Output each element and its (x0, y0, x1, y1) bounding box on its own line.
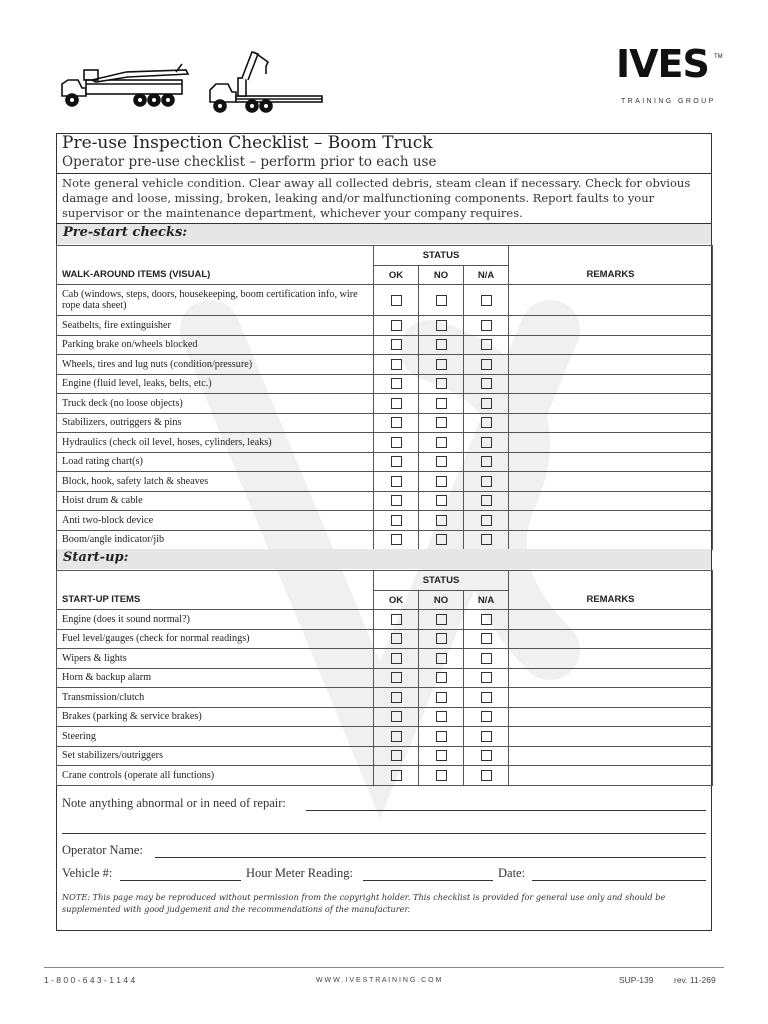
checklist-item-label: Block, hook, safety latch & sheaves (57, 472, 374, 492)
na-checkbox-cell (464, 688, 509, 708)
operator-name-input-line[interactable] (155, 857, 706, 858)
checklist-item-label: Horn & backup alarm (57, 668, 374, 688)
no-checkbox[interactable] (436, 456, 447, 467)
form-instructions: Note general vehicle condition. Clear away all collected debris, steam clean if necessary. Check for obvious damage and loose, missing, broken, leaking and/or malfunctioning components. Report faults to your supervisor or the maintenance department, whichever your company requires. (62, 176, 691, 220)
ok-checkbox-cell (374, 433, 419, 453)
na-checkbox-cell (464, 649, 509, 669)
no-checkbox-cell (419, 491, 464, 511)
checklist-item-label: Crane controls (operate all functions) (57, 766, 374, 786)
na-checkbox-cell (464, 374, 509, 394)
no-checkbox[interactable] (436, 711, 447, 722)
na-checkbox-cell (464, 668, 509, 688)
remarks-cell[interactable] (509, 316, 713, 336)
ok-checkbox[interactable] (391, 437, 402, 448)
na-checkbox-cell (464, 629, 509, 649)
na-header: N/A (464, 266, 509, 285)
checklist-row (57, 610, 713, 630)
no-checkbox-cell (419, 649, 464, 669)
na-checkbox[interactable] (481, 476, 492, 487)
checklist-row (57, 707, 713, 727)
remarks-cell[interactable] (509, 452, 713, 472)
ok-checkbox-cell (374, 707, 419, 727)
checklist-item-label: Engine (does it sound normal?) (57, 610, 374, 630)
remarks-cell[interactable] (509, 355, 713, 375)
no-checkbox-cell (419, 413, 464, 433)
checklist-item-label: Hoist drum & cable (57, 491, 374, 511)
na-checkbox[interactable] (481, 398, 492, 409)
na-checkbox[interactable] (481, 359, 492, 370)
remarks-cell[interactable] (509, 413, 713, 433)
checklist-row (57, 727, 713, 747)
no-checkbox[interactable] (436, 437, 447, 448)
ok-checkbox-cell (374, 374, 419, 394)
copyright-note: NOTE: This page may be reproduced without permission from the copyright holder. This checklist is provided for general use only and should be supplemented with good judgement and the recommendations of the manufacturer. (62, 892, 666, 914)
no-checkbox[interactable] (436, 750, 447, 761)
remarks-cell[interactable] (509, 433, 713, 453)
prestart-section-header (57, 224, 711, 244)
checklist-row (57, 649, 713, 669)
checklist-item-label: Seatbelts, fire extinguisher (57, 316, 374, 336)
ok-checkbox-cell (374, 316, 419, 336)
na-checkbox-cell (464, 433, 509, 453)
ok-checkbox-cell (374, 355, 419, 375)
remarks-cell[interactable] (509, 727, 713, 747)
na-checkbox[interactable] (481, 417, 492, 428)
header-spacer (57, 571, 374, 591)
no-checkbox[interactable] (436, 515, 447, 526)
checklist-item-label: Anti two-block device (57, 511, 374, 531)
operator-name-label: Operator Name: (62, 843, 143, 857)
na-checkbox-cell (464, 413, 509, 433)
ok-checkbox-cell (374, 610, 419, 630)
no-checkbox-cell (419, 433, 464, 453)
status-header: STATUS (374, 246, 509, 266)
ok-checkbox[interactable] (391, 633, 402, 644)
no-checkbox-cell (419, 727, 464, 747)
na-checkbox-cell (464, 511, 509, 531)
na-checkbox-cell (464, 727, 509, 747)
ok-checkbox-cell (374, 766, 419, 786)
remarks-cell[interactable] (509, 335, 713, 355)
ok-checkbox-cell (374, 491, 419, 511)
ok-checkbox[interactable] (391, 614, 402, 625)
na-checkbox-cell (464, 316, 509, 336)
remarks-cell[interactable] (509, 649, 713, 669)
ok-header: OK (374, 266, 419, 285)
prestart-heading: Pre-start checks: (63, 225, 188, 240)
no-checkbox[interactable] (436, 633, 447, 644)
na-checkbox[interactable] (481, 515, 492, 526)
ok-checkbox[interactable] (391, 515, 402, 526)
checklist-item-label: Brakes (parking & service brakes) (57, 707, 374, 727)
checklist-item-label: Set stabilizers/outriggers (57, 746, 374, 766)
ok-checkbox[interactable] (391, 770, 402, 781)
checklist-item-label: Hydraulics (check oil level, hoses, cylinders, leaks) (57, 433, 374, 453)
ok-checkbox[interactable] (391, 417, 402, 428)
status-header: STATUS (374, 571, 509, 591)
checklist-item-label: Stabilizers, outriggers & pins (57, 413, 374, 433)
ok-header: OK (374, 591, 419, 610)
na-checkbox[interactable] (481, 692, 492, 703)
checklist-item-label: Wipers & lights (57, 649, 374, 669)
vehicle-number-input-line[interactable] (120, 880, 241, 881)
na-checkbox-cell (464, 707, 509, 727)
remarks-header: REMARKS (509, 591, 713, 610)
checklist-item-label: Steering (57, 727, 374, 747)
checklist-row (57, 472, 713, 492)
na-checkbox-cell (464, 452, 509, 472)
startup-items-header: START-UP ITEMS (57, 591, 374, 610)
na-checkbox-cell (464, 335, 509, 355)
footer-form-code: SUP-139 (619, 975, 654, 985)
remarks-cell[interactable] (509, 472, 713, 492)
ok-checkbox-cell (374, 472, 419, 492)
na-checkbox-cell (464, 355, 509, 375)
na-checkbox-cell (464, 530, 509, 550)
logo-trademark: TM (714, 54, 723, 60)
no-checkbox-cell (419, 511, 464, 531)
na-checkbox[interactable] (481, 731, 492, 742)
boom-truck-illustrations (56, 44, 328, 116)
na-checkbox[interactable] (481, 437, 492, 448)
no-checkbox-cell (419, 374, 464, 394)
ok-checkbox[interactable] (391, 534, 402, 545)
remarks-cell[interactable] (509, 668, 713, 688)
abnormal-input-line-2[interactable] (62, 833, 706, 834)
remarks-cell[interactable] (509, 491, 713, 511)
no-checkbox[interactable] (436, 359, 447, 370)
checklist-item-label: Parking brake on/wheels blocked (57, 335, 374, 355)
no-checkbox-cell (419, 394, 464, 414)
header-spacer (509, 571, 713, 591)
ok-checkbox[interactable] (391, 378, 402, 389)
no-checkbox-cell (419, 746, 464, 766)
form-title: Pre-use Inspection Checklist – Boom Truck (62, 133, 433, 153)
remarks-cell[interactable] (509, 688, 713, 708)
no-checkbox-cell (419, 766, 464, 786)
checklist-item-label: Truck deck (no loose objects) (57, 394, 374, 414)
ok-checkbox[interactable] (391, 711, 402, 722)
ok-checkbox[interactable] (391, 672, 402, 683)
na-header: N/A (464, 591, 509, 610)
no-checkbox[interactable] (436, 770, 447, 781)
ok-checkbox[interactable] (391, 692, 402, 703)
no-checkbox[interactable] (436, 731, 447, 742)
remarks-cell[interactable] (509, 374, 713, 394)
checklist-row (57, 491, 713, 511)
na-checkbox[interactable] (481, 320, 492, 331)
na-checkbox-cell (464, 285, 509, 316)
ok-checkbox-cell (374, 629, 419, 649)
no-checkbox[interactable] (436, 398, 447, 409)
date-input-line[interactable] (532, 880, 706, 881)
checklist-item-label: Cab (windows, steps, doors, housekeeping, boom certification info, wire rope data sheet) (57, 285, 374, 316)
footer-revision: rev. 11-269 (674, 975, 716, 985)
ok-checkbox-cell (374, 688, 419, 708)
no-checkbox[interactable] (436, 495, 447, 506)
footer-website: W W W . I V E S T R A I N I N G . C O M (316, 977, 442, 984)
na-checkbox-cell (464, 472, 509, 492)
ok-checkbox-cell (374, 335, 419, 355)
ok-checkbox-cell (374, 530, 419, 550)
na-checkbox[interactable] (481, 750, 492, 761)
na-checkbox[interactable] (481, 495, 492, 506)
ok-checkbox[interactable] (391, 456, 402, 467)
checklist-item-label: Boom/angle indicator/jib (57, 530, 374, 550)
no-checkbox-cell (419, 285, 464, 316)
checklist-row (57, 335, 713, 355)
no-checkbox-cell (419, 355, 464, 375)
ok-checkbox-cell (374, 668, 419, 688)
no-header: NO (419, 591, 464, 610)
ok-checkbox-cell (374, 511, 419, 531)
ok-checkbox[interactable] (391, 653, 402, 664)
ives-logo (616, 44, 726, 112)
checklist-row (57, 511, 713, 531)
ok-checkbox[interactable] (391, 476, 402, 487)
no-checkbox[interactable] (436, 653, 447, 664)
startup-section-header (57, 549, 711, 569)
no-checkbox-cell (419, 335, 464, 355)
abnormal-label: Note anything abnormal or in need of repair: (62, 796, 286, 810)
no-checkbox[interactable] (436, 672, 447, 683)
ok-checkbox[interactable] (391, 320, 402, 331)
no-checkbox[interactable] (436, 692, 447, 703)
checklist-row (57, 355, 713, 375)
no-checkbox-cell (419, 610, 464, 630)
na-checkbox-cell (464, 491, 509, 511)
ok-checkbox-cell (374, 413, 419, 433)
walk-around-header: WALK-AROUND ITEMS (VISUAL) (57, 266, 374, 285)
ok-checkbox[interactable] (391, 359, 402, 370)
knuckle-boom-truck-icon (210, 52, 322, 112)
na-checkbox[interactable] (481, 534, 492, 545)
no-checkbox-cell (419, 316, 464, 336)
ok-checkbox[interactable] (391, 731, 402, 742)
ok-checkbox-cell (374, 394, 419, 414)
na-checkbox-cell (464, 746, 509, 766)
ok-checkbox[interactable] (391, 295, 402, 306)
remarks-cell[interactable] (509, 610, 713, 630)
no-checkbox[interactable] (436, 534, 447, 545)
checklist-row (57, 688, 713, 708)
startup-checklist-table (56, 570, 713, 786)
logo-wordmark: IVES (616, 42, 709, 86)
na-checkbox[interactable] (481, 378, 492, 389)
remarks-cell[interactable] (509, 766, 713, 786)
footer-divider (44, 967, 724, 968)
remarks-header: REMARKS (509, 266, 713, 285)
no-checkbox-cell (419, 688, 464, 708)
checklist-item-label: Fuel level/gauges (check for normal readings) (57, 629, 374, 649)
checklist-row (57, 285, 713, 316)
na-checkbox[interactable] (481, 614, 492, 625)
remarks-cell[interactable] (509, 285, 713, 316)
no-checkbox-cell (419, 707, 464, 727)
no-checkbox-cell (419, 452, 464, 472)
checklist-item-label: Wheels, tires and lug nuts (condition/pressure) (57, 355, 374, 375)
hour-meter-label: Hour Meter Reading: (246, 866, 353, 880)
ok-checkbox-cell (374, 285, 419, 316)
footer-phone: 1 - 8 0 0 - 6 4 3 - 1 1 4 4 (44, 975, 136, 985)
checklist-row (57, 766, 713, 786)
no-checkbox[interactable] (436, 614, 447, 625)
header-spacer (509, 246, 713, 266)
no-checkbox[interactable] (436, 378, 447, 389)
prestart-checklist-table (56, 245, 713, 550)
ok-checkbox-cell (374, 727, 419, 747)
na-checkbox[interactable] (481, 456, 492, 467)
date-label: Date: (498, 866, 526, 880)
na-checkbox[interactable] (481, 770, 492, 781)
ok-checkbox-cell (374, 452, 419, 472)
ok-checkbox[interactable] (391, 750, 402, 761)
checklist-row (57, 629, 713, 649)
no-checkbox-cell (419, 472, 464, 492)
remarks-cell[interactable] (509, 746, 713, 766)
na-checkbox[interactable] (481, 295, 492, 306)
ok-checkbox[interactable] (391, 495, 402, 506)
na-checkbox[interactable] (481, 633, 492, 644)
checklist-item-label: Transmission/clutch (57, 688, 374, 708)
remarks-cell[interactable] (509, 629, 713, 649)
na-checkbox[interactable] (481, 711, 492, 722)
na-checkbox-cell (464, 766, 509, 786)
ok-checkbox[interactable] (391, 398, 402, 409)
no-checkbox-cell (419, 668, 464, 688)
na-checkbox[interactable] (481, 672, 492, 683)
checklist-row (57, 413, 713, 433)
ok-checkbox-cell (374, 649, 419, 669)
checklist-row (57, 374, 713, 394)
checklist-row (57, 530, 713, 550)
no-checkbox[interactable] (436, 417, 447, 428)
remarks-cell[interactable] (509, 530, 713, 550)
na-checkbox[interactable] (481, 339, 492, 350)
no-checkbox-cell (419, 530, 464, 550)
na-checkbox[interactable] (481, 653, 492, 664)
startup-heading: Start-up: (63, 550, 129, 565)
logo-subtitle: TRAINING GROUP (621, 98, 716, 105)
remarks-cell[interactable] (509, 511, 713, 531)
no-checkbox-cell (419, 629, 464, 649)
ok-checkbox-cell (374, 746, 419, 766)
divider (56, 173, 712, 174)
na-checkbox-cell (464, 394, 509, 414)
boom-truck-icon (62, 64, 188, 106)
checklist-row (57, 746, 713, 766)
form-subtitle: Operator pre-use checklist – perform prior to each use (62, 154, 437, 170)
checklist-row (57, 668, 713, 688)
checklist-row (57, 433, 713, 453)
no-header: NO (419, 266, 464, 285)
ok-checkbox[interactable] (391, 339, 402, 350)
checklist-row (57, 394, 713, 414)
hour-meter-input-line[interactable] (363, 880, 493, 881)
checklist-item-label: Engine (fluid level, leaks, belts, etc.) (57, 374, 374, 394)
remarks-cell[interactable] (509, 394, 713, 414)
checklist-item-label: Load rating chart(s) (57, 452, 374, 472)
no-checkbox[interactable] (436, 295, 447, 306)
remarks-cell[interactable] (509, 707, 713, 727)
no-checkbox[interactable] (436, 476, 447, 487)
no-checkbox[interactable] (436, 339, 447, 350)
na-checkbox-cell (464, 610, 509, 630)
no-checkbox[interactable] (436, 320, 447, 331)
checklist-row (57, 452, 713, 472)
header-spacer (57, 246, 374, 266)
checklist-row (57, 316, 713, 336)
abnormal-input-line[interactable] (306, 810, 706, 811)
vehicle-number-label: Vehicle #: (62, 866, 113, 880)
